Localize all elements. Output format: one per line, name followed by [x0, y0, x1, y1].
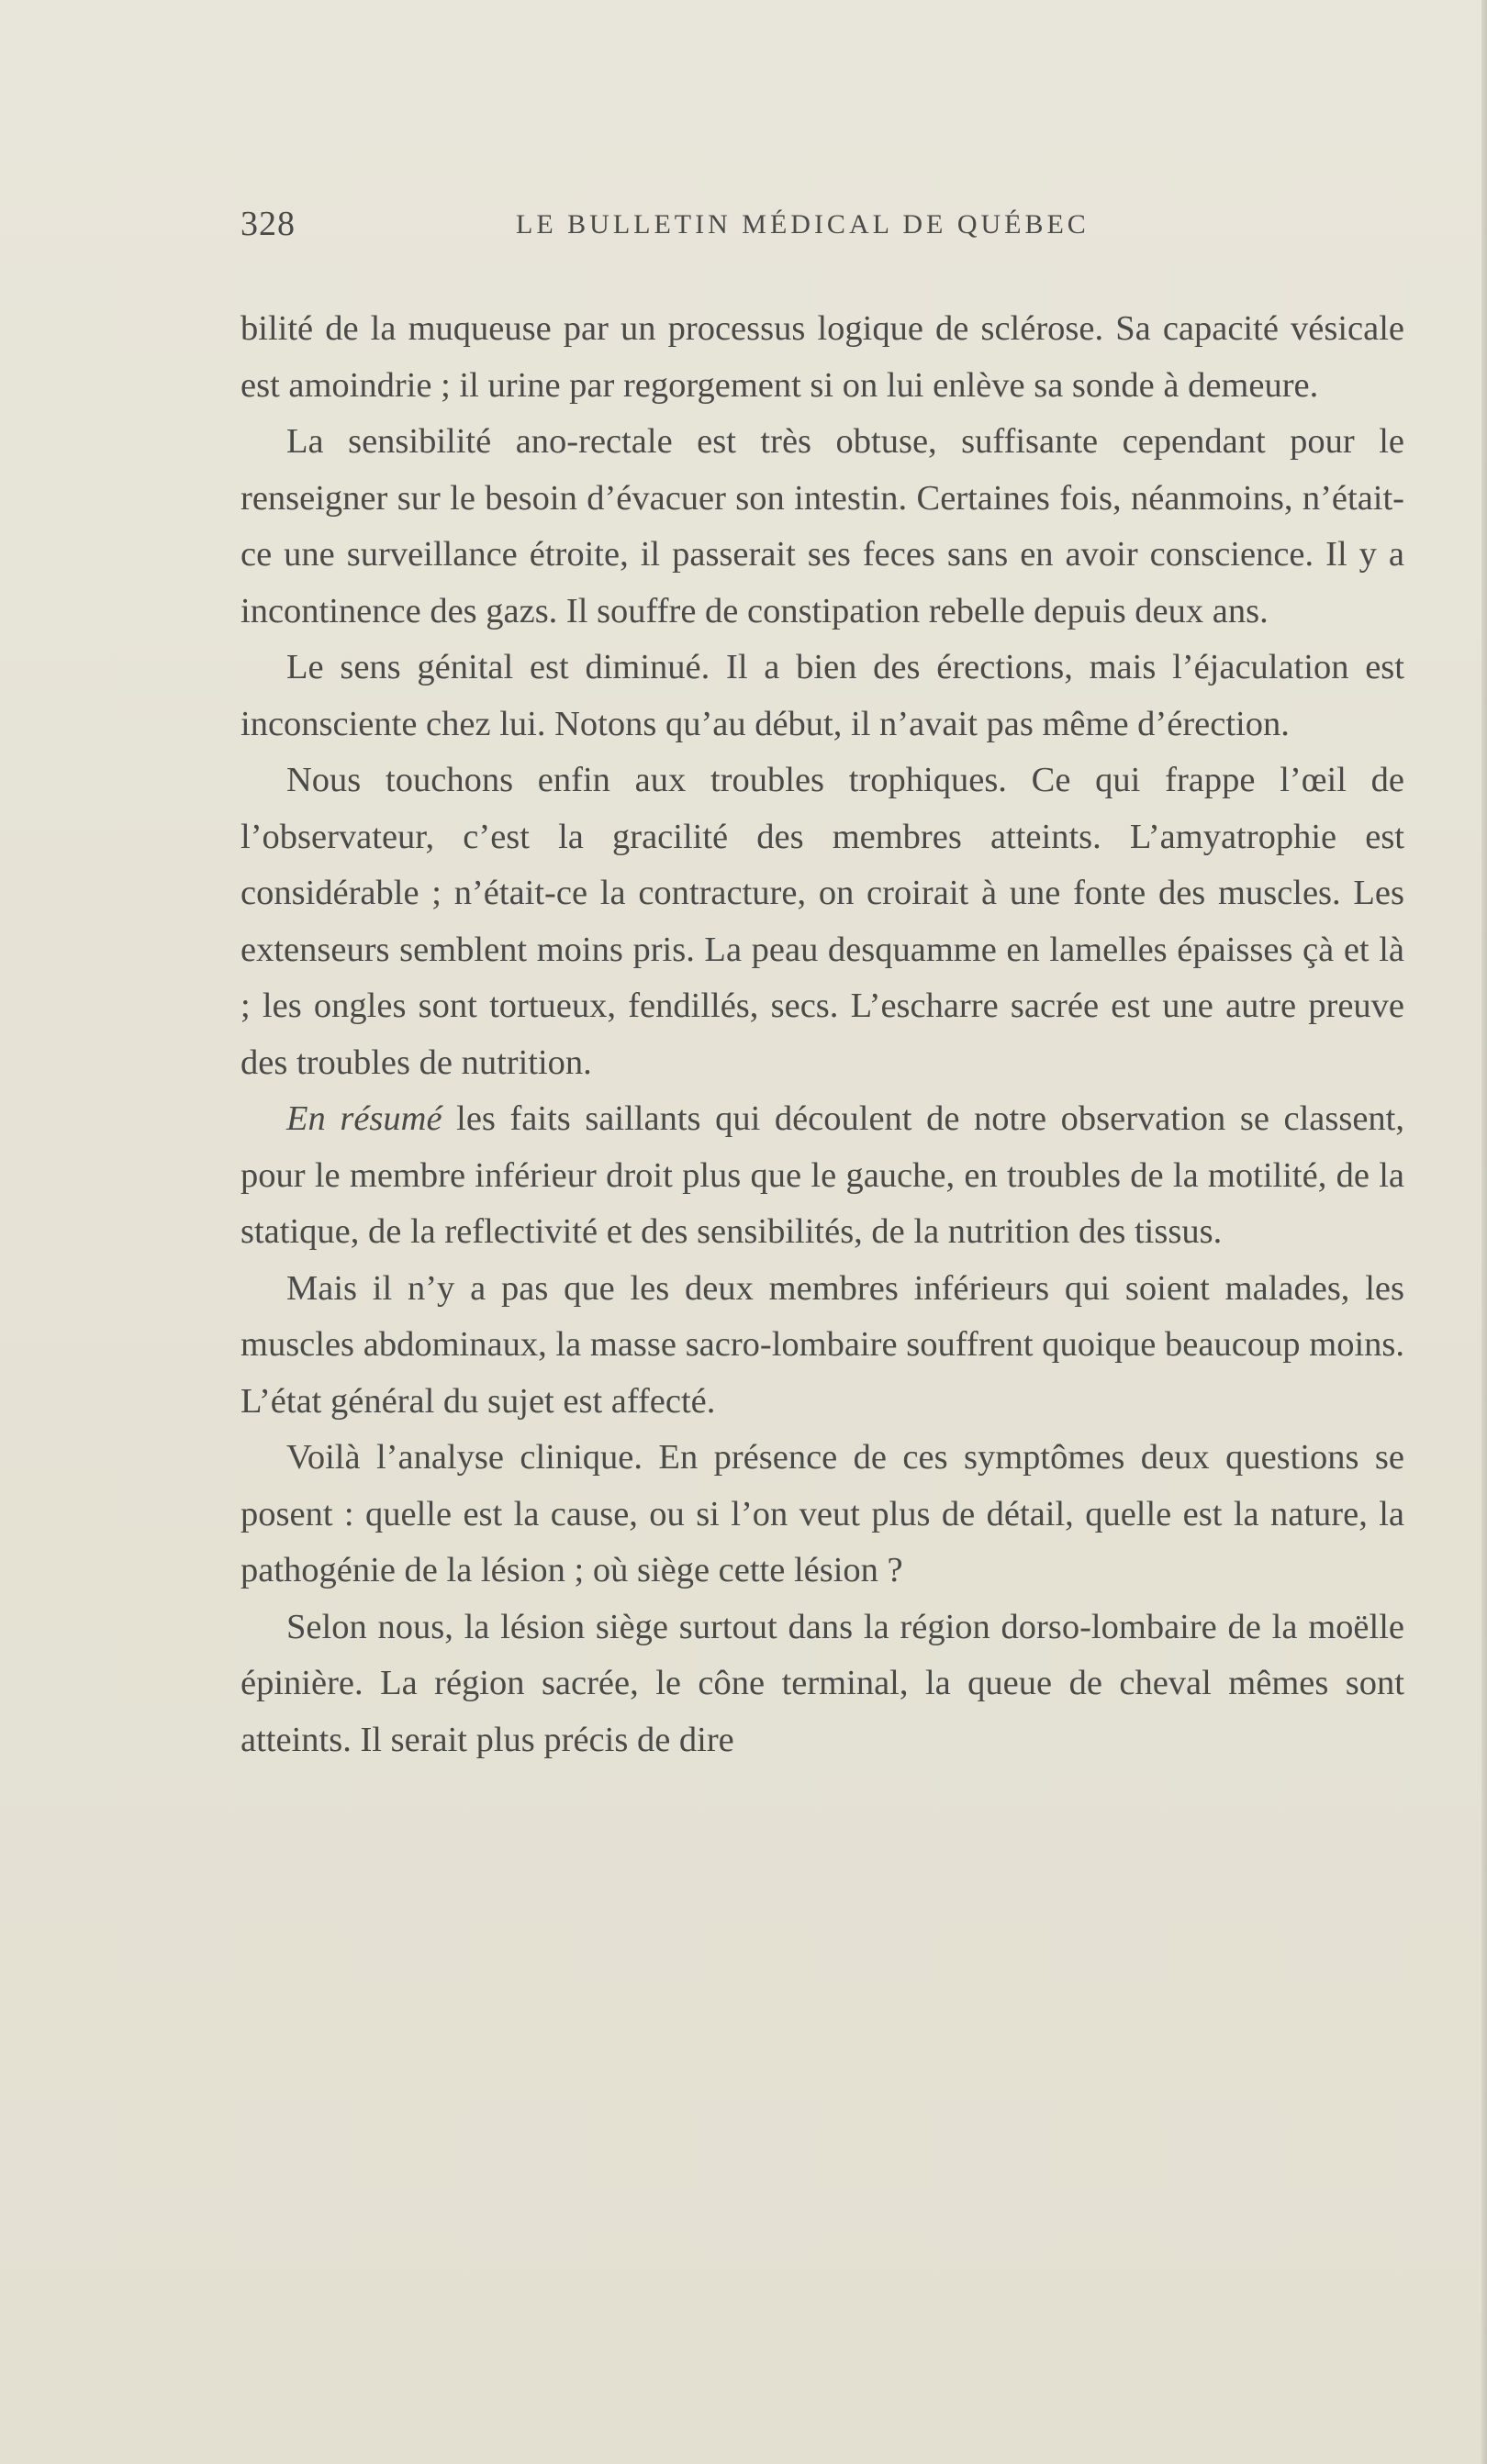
paragraph: Voilà l’analyse clinique. En présence de ces symptômes deux questions se posent : quelle est la cause, ou si l’on veut plus de détail, quelle est la nature, la pathogénie de la lésion ; où siège cette lésion ?: [240, 1438, 1404, 1589]
paragraph: bilité de la muqueuse par un processus logique de sclérose. Sa capacité vésicale est amoindrie ; il urine par regorgement si on lui enlève sa sonde à demeure.: [240, 309, 1404, 405]
paragraph: Le sens génital est diminué. Il a bien des érections, mais l’éjaculation est inconsciente chez lui. Notons qu’au début, il n’avait pas même d’érection.: [240, 648, 1404, 743]
running-title: LE BULLETIN MÉDICAL DE QUÉBEC: [516, 209, 1090, 240]
page-edge: [1481, 0, 1487, 2464]
paragraph-text: les faits saillants qui découlent de notre observation se classent, pour le membre inférieur droit plus que le gauche, en troubles de la motilité, de la statique, de la reflectivité et des sensibilités, de la nutrition des tissus.: [240, 1099, 1405, 1251]
paragraph: Mais il n’y a pas que les deux membres inférieurs qui soient malades, les muscles abdominaux, la masse sacro-lombaire souffrent quoique beaucoup moins. L’état général du sujet est affecté.: [240, 1268, 1404, 1421]
paragraph: [240, 1091, 1404, 1261]
running-head: [240, 204, 1404, 251]
italic-lead: En résumé: [286, 1099, 442, 1138]
paragraph: Nous touchons enfin aux troubles trophiques. Ce qui frappe l’œil de l’observateur, c’est la gracilité des membres atteints. L’amyatrophie est considérable ; n’était-ce la contracture, on croirait à une fonte des muscles. Les extenseurs semblent moins pris. La peau desquamme en lamelles épaisses çà et là ; les ongles sont tortueux, fendillés, secs. L’escharre sacrée est une autre preuve des troubles de nutrition.: [240, 761, 1404, 1082]
body-text: [240, 301, 1404, 1768]
page-number: 328: [240, 205, 296, 243]
paragraph: Selon nous, la lésion siège surtout dans la région dorso-lombaire de la moëlle épinière. La région sacrée, le cône terminal, la queue de cheval mêmes sont atteints. Il serait plus précis de dire: [240, 1607, 1404, 1759]
paragraph: La sensibilité ano-rectale est très obtuse, suffisante cependant pour le renseigner sur le besoin d’évacuer son intestin. Certaines fois, néanmoins, n’était-ce une surveillance étroite, il passerait ses feces sans en avoir conscience. Il y a incontinence des gazs. Il souffre de constipation rebelle depuis deux ans.: [240, 422, 1404, 630]
